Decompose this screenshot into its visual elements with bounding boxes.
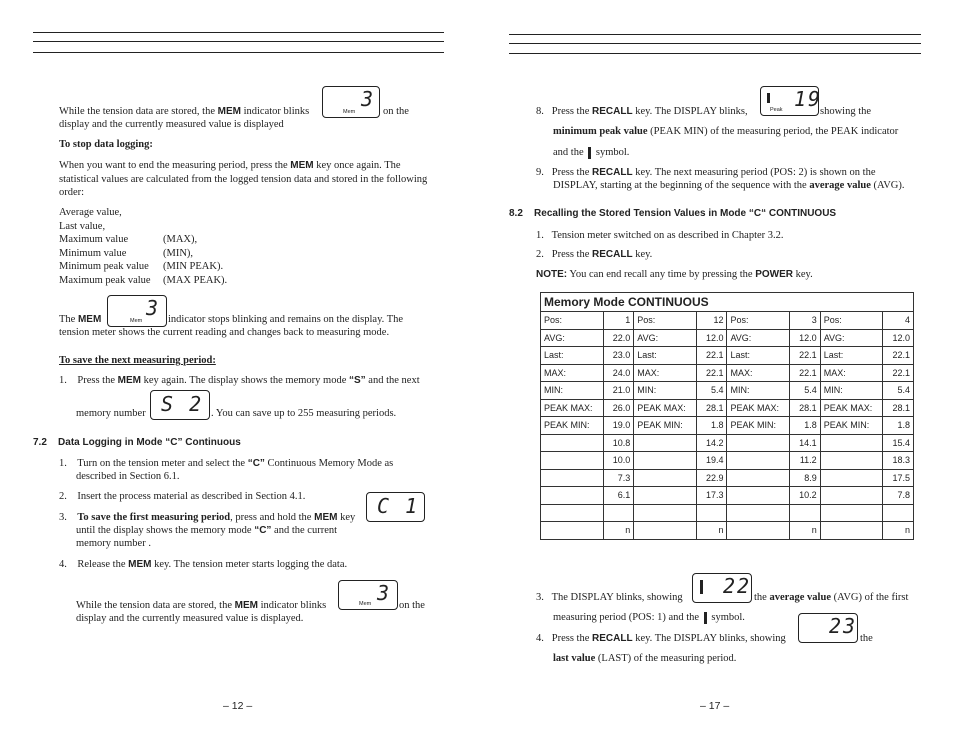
- table-cell: Last:: [727, 347, 790, 365]
- text: memory number .: [76, 538, 151, 549]
- paragraph-stop: When you want to end the measuring period, press the MEM key once again. The statistical values are calculated from the logged tension data and stored in the following order:: [59, 160, 428, 198]
- item-k3: 3. The DISPLAY blinks, showing: [536, 592, 683, 603]
- item-1: 1. Turn on the tension meter and select the “C” Continuous Memory Mode as: [59, 458, 394, 469]
- table-cell: [634, 504, 697, 522]
- table-cell: [634, 487, 697, 505]
- table-row: [541, 312, 914, 330]
- table-row: [541, 347, 914, 365]
- up-down-arrow-icon: [700, 580, 703, 594]
- table-row: [541, 522, 914, 540]
- table-cell: 1: [603, 312, 634, 330]
- table-cell: Last:: [634, 347, 697, 365]
- table-cell: PEAK MAX:: [820, 399, 883, 417]
- down-arrow-icon: [588, 147, 591, 159]
- table-cell: 12.0: [883, 329, 914, 347]
- section-8-2: 8.2 Recalling the Stored Tension Values in Mode “C“ CONTINUOUS: [509, 208, 837, 219]
- table-cell: MAX:: [541, 364, 604, 382]
- table-cell: Pos:: [727, 312, 790, 330]
- table-cell: 5.4: [883, 382, 914, 400]
- table-cell: 5.4: [790, 382, 821, 400]
- header-rule-bottom: [33, 52, 444, 53]
- header-rule-mid: [33, 41, 444, 42]
- statistics-order-list: Average value, Last value, Maximum value (MAX), Minimum value (MIN), Minimum peak value (MIN PEAK). Maximum peak value (MAX PEAK).: [59, 207, 228, 286]
- table-cell: 14.2: [696, 434, 727, 452]
- item-k4: 4. Press the RECALL key. The DISPLAY blinks, showing: [536, 633, 786, 644]
- table-cell: [820, 522, 883, 540]
- item-4: 4. Release the MEM key. The tension meter starts logging the data.: [59, 559, 348, 570]
- table-cell: AVG:: [541, 329, 604, 347]
- table-row: [541, 364, 914, 382]
- table-cell: [727, 487, 790, 505]
- table-cell: 22.9: [696, 469, 727, 487]
- memory-mode-table: [540, 292, 914, 540]
- table-cell: 4: [883, 312, 914, 330]
- table-cell: PEAK MIN:: [541, 417, 604, 435]
- table-cell: n: [883, 522, 914, 540]
- table-cell: 23.0: [603, 347, 634, 365]
- text: indicator stops blinking and remains on the display. The: [168, 314, 404, 325]
- table-cell: Pos:: [634, 312, 697, 330]
- table-cell: [790, 504, 821, 522]
- text: tension meter shows the current reading and changes back to measuring mode.: [59, 327, 390, 338]
- table-cell: AVG:: [634, 329, 697, 347]
- table-cell: 10.8: [603, 434, 634, 452]
- text: DISPLAY, starting at the beginning of the sequence with the average value (AVG).: [553, 180, 905, 191]
- table-cell: [727, 434, 790, 452]
- table-cell: [820, 504, 883, 522]
- table-cell: [727, 452, 790, 470]
- table-cell: Last:: [541, 347, 604, 365]
- text: memory number: [76, 408, 146, 419]
- table-cell: 8.9: [790, 469, 821, 487]
- text: the average value (AVG) of the first: [754, 592, 909, 603]
- table-row: [541, 452, 914, 470]
- table-cell: [541, 504, 604, 522]
- lcd-display-mem-3-steady: 3 Mem: [107, 295, 167, 327]
- table-cell: Pos:: [820, 312, 883, 330]
- item-j2: 2. Press the RECALL key.: [536, 249, 653, 260]
- note: NOTE: You can end recall any time by pressing the POWER key.: [536, 269, 813, 280]
- table-cell: [696, 504, 727, 522]
- table-cell: 19.0: [603, 417, 634, 435]
- paragraph-stored-1: While the tension data are stored, the MEM indicator blinks: [59, 106, 310, 117]
- text: minimum peak value (PEAK MIN) of the measuring period, the PEAK indicator: [553, 126, 899, 137]
- table-row: [541, 487, 914, 505]
- table-cell: MAX:: [634, 364, 697, 382]
- table-cell: MIN:: [820, 382, 883, 400]
- table-cell: PEAK MAX:: [541, 399, 604, 417]
- table-cell: Last:: [820, 347, 883, 365]
- table-cell: 18.3: [883, 452, 914, 470]
- header-rule-mid-right: [509, 43, 921, 44]
- table-cell: 14.1: [790, 434, 821, 452]
- text: showing the: [820, 106, 872, 117]
- table-cell: [883, 504, 914, 522]
- table-row: [541, 399, 914, 417]
- paragraph-stored-2: While the tension data are stored, the MEM indicator blinks: [76, 600, 327, 611]
- text: until the display shows the memory mode “C” and the current: [76, 525, 338, 536]
- table-cell: [820, 452, 883, 470]
- step-9: 9. Press the RECALL key. The next measuring period (POS: 2) is shown on the: [536, 167, 876, 178]
- table-cell: 21.0: [603, 382, 634, 400]
- table-cell: 10.0: [603, 452, 634, 470]
- table-cell: MIN:: [634, 382, 697, 400]
- table-cell: 17.5: [883, 469, 914, 487]
- table-cell: [634, 522, 697, 540]
- table-cell: [727, 522, 790, 540]
- table-cell: [634, 434, 697, 452]
- lcd-display-c1: C 1: [366, 492, 425, 522]
- item-3: 3. To save the first measuring period, press and hold the MEM key: [59, 512, 356, 523]
- table-cell: 7.8: [883, 487, 914, 505]
- text: the: [860, 633, 873, 644]
- heading-save-period: To save the next measuring period:: [59, 355, 216, 366]
- header-rule-top-right: [509, 34, 921, 35]
- table-cell: PEAK MAX:: [634, 399, 697, 417]
- down-arrow-icon: [767, 93, 770, 103]
- lcd-display-22: 22: [692, 573, 752, 603]
- table-cell: MAX:: [820, 364, 883, 382]
- table-cell: [727, 504, 790, 522]
- table-cell: 12: [696, 312, 727, 330]
- table-cell: 15.4: [883, 434, 914, 452]
- text: display and the currently measured value is displayed.: [76, 613, 304, 624]
- table-cell: 22.1: [696, 347, 727, 365]
- table-cell: 22.1: [883, 364, 914, 382]
- table-cell: 24.0: [603, 364, 634, 382]
- text: described in Section 6.1.: [76, 471, 180, 482]
- table-cell: [634, 469, 697, 487]
- lcd-display-mem-3: 3 Mem: [322, 86, 380, 118]
- text: The MEM: [59, 314, 102, 325]
- text: display and the currently measured value is displayed: [59, 119, 284, 130]
- table-cell: 3: [790, 312, 821, 330]
- table-cell: 12.0: [696, 329, 727, 347]
- table-cell: [541, 522, 604, 540]
- text: last value (LAST) of the measuring period.: [553, 653, 737, 664]
- lcd-display-23: 23: [798, 613, 858, 643]
- text: . You can save up to 255 measuring periods.: [211, 408, 397, 419]
- table-cell: 17.3: [696, 487, 727, 505]
- table-cell: 28.1: [790, 399, 821, 417]
- up-down-arrow-icon: [704, 612, 707, 624]
- table-cell: PEAK MIN:: [634, 417, 697, 435]
- table-cell: [820, 434, 883, 452]
- table-cell: 22.1: [790, 347, 821, 365]
- table-cell: 26.0: [603, 399, 634, 417]
- item-2: 2. Insert the process material as described in Section 4.1.: [59, 491, 306, 502]
- table-cell: [820, 487, 883, 505]
- item-j1: 1. Tension meter switched on as described in Chapter 3.2.: [536, 230, 784, 241]
- text: on the: [383, 106, 409, 117]
- table-cell: 1.8: [883, 417, 914, 435]
- table-row: [541, 382, 914, 400]
- table-cell: n: [603, 522, 634, 540]
- table-cell: 1.8: [790, 417, 821, 435]
- header-rule-bottom-right: [509, 53, 921, 54]
- page-number-left: – 12 –: [223, 700, 253, 712]
- table-cell: PEAK MAX:: [727, 399, 790, 417]
- text: on the: [399, 600, 425, 611]
- table-cell: 22.1: [790, 364, 821, 382]
- table-cell: 1.8: [696, 417, 727, 435]
- table-cell: [603, 504, 634, 522]
- table-cell: MIN:: [727, 382, 790, 400]
- section-7-2: 7.2 Data Logging in Mode “C” Continuous: [33, 437, 241, 448]
- table-cell: 22.0: [603, 329, 634, 347]
- table-cell: 19.4: [696, 452, 727, 470]
- table-cell: [541, 452, 604, 470]
- table-cell: [634, 452, 697, 470]
- table-row: [541, 329, 914, 347]
- table-cell: [541, 487, 604, 505]
- table-cell: [727, 469, 790, 487]
- table-cell: n: [790, 522, 821, 540]
- table-cell: [820, 469, 883, 487]
- table-row: [541, 417, 914, 435]
- table-cell: n: [696, 522, 727, 540]
- table-cell: MAX:: [727, 364, 790, 382]
- header-rule-top: [33, 32, 444, 33]
- table-cell: 22.1: [883, 347, 914, 365]
- table-cell: PEAK MIN:: [727, 417, 790, 435]
- lcd-display-peak-19: 19 Peak: [760, 86, 819, 116]
- text: measuring period (POS: 1) and the symbol.: [553, 612, 745, 623]
- table-row: [541, 434, 914, 452]
- table-cell: 7.3: [603, 469, 634, 487]
- table-cell: 11.2: [790, 452, 821, 470]
- table-row: [541, 469, 914, 487]
- text: and the symbol.: [553, 147, 630, 158]
- table-cell: 5.4: [696, 382, 727, 400]
- step-8: 8. Press the RECALL key. The DISPLAY blinks,: [536, 106, 748, 117]
- table-cell: 6.1: [603, 487, 634, 505]
- heading-stop-logging: To stop data logging:: [59, 139, 153, 150]
- table-cell: 12.0: [790, 329, 821, 347]
- table-row: [541, 504, 914, 522]
- table-cell: Pos:: [541, 312, 604, 330]
- table-cell: AVG:: [727, 329, 790, 347]
- lcd-display-mem-3-b: 3 Mem: [338, 580, 398, 610]
- step-1: 1. Press the MEM key again. The display shows the memory mode “S” and the next: [59, 375, 420, 386]
- table-title: Memory Mode CONTINUOUS: [541, 293, 914, 312]
- table-cell: 28.1: [696, 399, 727, 417]
- table-cell: 10.2: [790, 487, 821, 505]
- page-number-right: – 17 –: [700, 700, 730, 712]
- table-cell: AVG:: [820, 329, 883, 347]
- table-cell: [541, 434, 604, 452]
- table-cell: 22.1: [696, 364, 727, 382]
- lcd-display-s2: S 2: [150, 390, 210, 420]
- table-cell: MIN:: [541, 382, 604, 400]
- table-cell: [541, 469, 604, 487]
- table-cell: 28.1: [883, 399, 914, 417]
- table-cell: PEAK MIN:: [820, 417, 883, 435]
